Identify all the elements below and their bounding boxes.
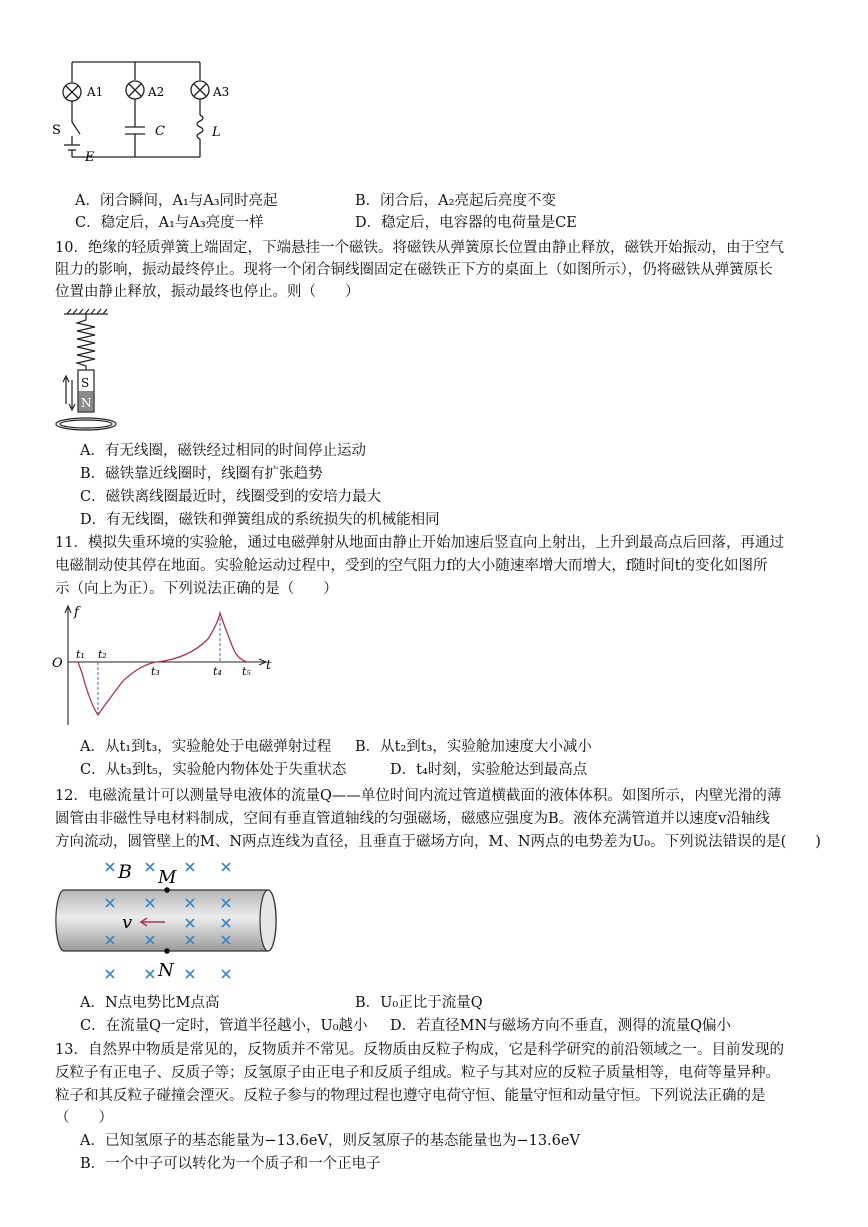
point-n-icon	[164, 948, 170, 954]
magnet-s-label: S	[81, 376, 90, 390]
q10-stem-line: 位置由静止释放，振动最终也停止。则（ ）	[55, 284, 360, 300]
magnet-n-label: N	[81, 396, 92, 410]
tick-t3: t₃	[151, 665, 160, 678]
flowmeter-figure	[50, 856, 285, 986]
label-a3: A3	[213, 85, 230, 99]
q11-option-b: B．从t₂到t₃，实验舱加速度大小减小	[355, 739, 592, 755]
label-l: L	[212, 125, 221, 140]
q13-option-b: B．一个中子可以转化为一个质子和一个正电子	[80, 1156, 381, 1172]
spring-icon	[77, 314, 95, 370]
q10-option-d: D．有无线圈，磁铁和弹簧组成的系统损失的机械能相同	[80, 512, 440, 528]
q10-option-a: A．有无线圈，磁铁经过相同的时间停止运动	[80, 443, 366, 459]
graph-y-label: f	[74, 605, 79, 620]
q11-stem-line: 示（向上为正）。下列说法正确的是（ ）	[55, 581, 338, 597]
point-m-icon	[164, 887, 170, 893]
q10-stem-line: 10．绝缘的轻质弹簧上端固定，下端悬挂一个磁铁。将磁铁从弹簧原长位置由静止释放，磁铁开始振动，由于空气	[55, 240, 784, 256]
tick-t1: t₁	[76, 648, 85, 661]
label-c: C	[155, 124, 165, 139]
q11-option-d: D．t₄时刻，实验舱达到最高点	[390, 762, 588, 778]
q11-stem-line: 11．模拟失重环境的实验舱，通过电磁弹射从地面由静止开始加速后竖直向上射出，上升到最高点后回落，再通过	[55, 535, 784, 551]
q12-stem-line: 方向流动，圆管壁上的M、N两点连线为直径，且垂直于磁场方向，M、N两点的电势差为U₀。下列说法错误的是( )	[55, 834, 821, 850]
switch-icon	[72, 122, 80, 134]
q12-option-b: B．U₀正比于流量Q	[355, 995, 483, 1011]
q9-option-d: D．稳定后，电容器的电荷量是CE	[355, 215, 577, 231]
tick-t5: t₅	[242, 665, 251, 678]
q13-option-a: A．已知氢原子的基态能量为−13.6eV，则反氢原子的基态能量也为−13.6eV	[80, 1133, 580, 1149]
q13-stem-line: （ ）	[55, 1110, 113, 1126]
pipe-icon	[56, 890, 276, 951]
q12-option-d: D．若直径MN与磁场方向不垂直，测得的流量Q偏小	[390, 1018, 732, 1034]
tick-t2: t₂	[98, 648, 107, 661]
label-a1: A1	[87, 85, 104, 99]
q13-stem-line: 粒子和其反粒子碰撞会湮灭。反粒子参与的物理过程也遵守电荷守恒、能量守恒和动量守恒。下列说法正确的是	[55, 1088, 766, 1104]
circuit-diagram	[50, 52, 240, 162]
q9-option-a: A．闭合瞬间，A₁与A₃同时亮起	[75, 193, 278, 209]
point-m-label: M	[158, 867, 177, 888]
q12-option-c: C．在流量Q一定时，管道半径越小，U₀越小	[80, 1018, 368, 1034]
label-s: S	[52, 123, 61, 138]
graph-x-label: t	[266, 658, 272, 673]
velocity-label: v	[122, 912, 133, 933]
q13-stem-line: 反粒子有正电子、反质子等；反氢原子由正电子和反质子组成。粒子与其对应的反粒子质量相等，电荷等量异种。	[55, 1065, 780, 1081]
q11-option-a: A．从t₁到t₃，实验舱处于电磁弹射过程	[80, 739, 332, 755]
point-n-label: N	[158, 960, 174, 981]
label-a2: A2	[148, 85, 165, 99]
spring-magnet-figure	[52, 308, 122, 436]
force-time-graph	[48, 603, 278, 728]
q12-option-a: A．N点电势比M点高	[80, 995, 220, 1011]
q13-stem-line: 13．自然界中物质是常见的，反物质并不常见。反物质由反粒子构成，它是科学研究的前沿领域之一。目前发现的	[55, 1042, 784, 1058]
tick-t4: t₄	[213, 665, 222, 678]
q11-option-c: C．从t₃到t₅，实验舱内物体处于失重状态	[80, 762, 347, 778]
inductor-icon	[197, 115, 203, 139]
q11-stem-line: 电磁制动使其停在地面。实验舱运动过程中，受到的空气阻力f的大小随速率增大而增大，f随时间t的变化如图所	[55, 558, 768, 574]
q12-stem-line: 12．电磁流量计可以测量导电液体的流量Q——单位时间内流过管道横截面的液体体积。如图所示，内壁光滑的薄	[55, 788, 782, 804]
q10-option-b: B．磁铁靠近线圈时，线圈有扩张趋势	[80, 466, 323, 482]
q10-stem-line: 阻力的影响，振动最终停止。现将一个闭合铜线圈固定在磁铁正下方的桌面上（如图所示），仍将磁铁从弹簧原长	[55, 262, 773, 278]
q10-option-c: C．磁铁离线圈最近时，线圈受到的安培力最大	[80, 489, 382, 505]
q12-stem-line: 圆管由非磁性导电材料制成，空间有垂直管道轴线的匀强磁场，磁感应强度为B。液体充满管道并以速度v沿轴线	[55, 811, 770, 827]
graph-origin-label: O	[52, 656, 63, 671]
f-t-curve	[78, 613, 248, 715]
field-b-label: B	[118, 861, 132, 883]
q9-option-c: C．稳定后，A₁与A₃亮度一样	[75, 215, 264, 231]
q9-option-b: B．闭合后，A₂亮起后亮度不变	[355, 193, 556, 209]
label-e: E	[85, 150, 95, 162]
